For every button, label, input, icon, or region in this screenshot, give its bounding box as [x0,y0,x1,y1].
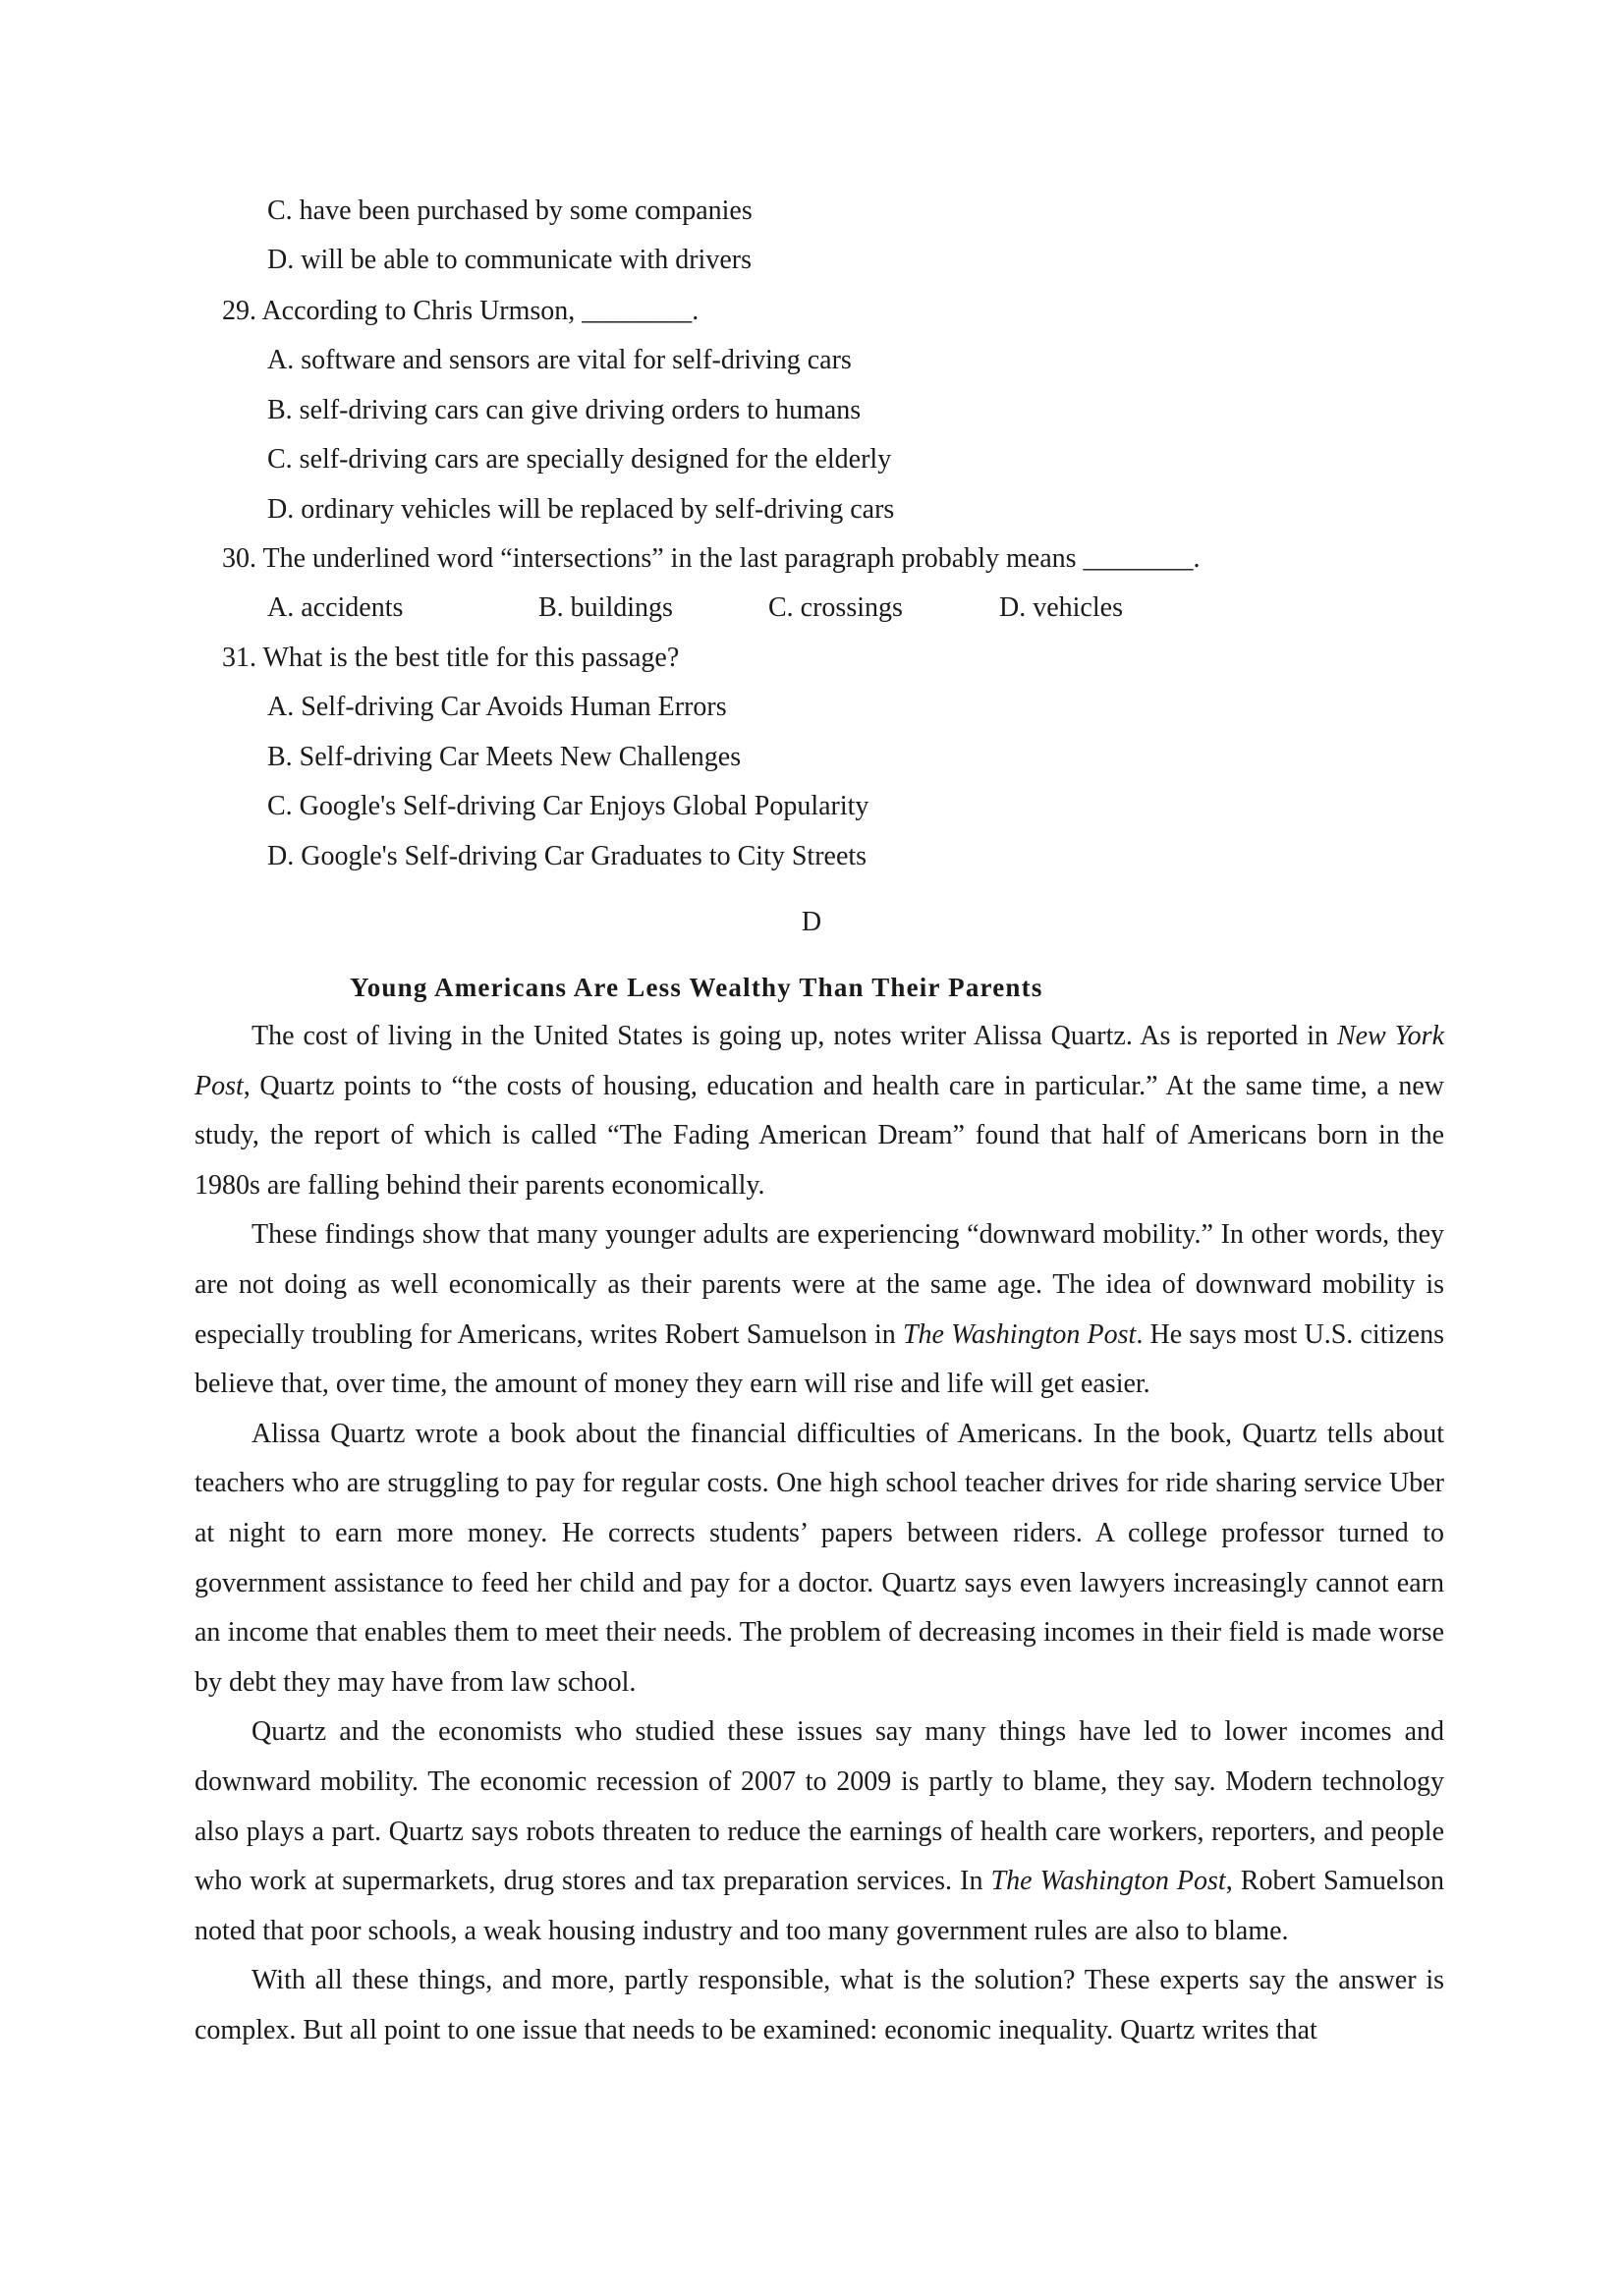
q31-option-c: C. Google's Self-driving Car Enjoys Global Popularity [267,791,869,821]
q30-stem: 30. The underlined word “intersections” in the last paragraph probably means ________. [222,543,1201,574]
q28-option-d: D. will be able to communicate with drivers [267,245,752,275]
q31-option-a: A. Self-driving Car Avoids Human Errors [267,692,727,722]
q29-stem: 29. According to Chris Urmson, ________. [222,296,700,326]
q29-option-c: C. self-driving cars are specially designed for the elderly [267,444,892,475]
q30-option-c: C. crossings [768,592,903,623]
section-letter: D [801,907,822,937]
newspaper-name: The Washington Post [990,1866,1226,1897]
q29-option-a: A. software and sensors are vital for self-driving cars [267,345,852,375]
newspaper-name: The Washington Post [902,1318,1137,1350]
q30-option-d: D. vehicles [999,592,1123,623]
q30-option-a: A. accidents [267,592,404,623]
q28-option-c: C. have been purchased by some companies [267,196,753,226]
paragraph-4: Quartz and the economists who studied these issues say many things have led to lower incomes and downward mobility. The economic recession of 2007 to 2009 is partly to blame, they say. Modern technology also plays a part. Quartz says robots threaten to reduce the earnings of health care workers, reporters, and people who work at supermarkets, drug stores and tax preparation services. In The Washington Post, Robert Samuelson noted that poor schools, a weak housing industry and too many government rules are also to blame. [195,1716,1444,1946]
paragraph-1: The cost of living in the United States is going up, notes writer Alissa Quartz. As is reported in New York Post, Quartz points to “the costs of housing, education and health care in particular.” At the same time, a new study, the report of which is called “The Fading American Dream” found that half of Americans born in the 1980s are falling behind their parents economically. [195,1021,1445,1201]
q29-option-d: D. ordinary vehicles will be replaced by self-driving cars [267,494,895,525]
q31-option-b: B. Self-driving Car Meets New Challenges [267,742,742,772]
newspaper-name: New York Post [195,1021,1445,1101]
q29-option-b: B. self-driving cars can give driving orders to humans [267,395,862,425]
paragraph-5: With all these things, and more, partly responsible, what is the solution? These experts say the answer is complex. But all point to one issue that needs to be examined: economic inequality. Quartz writes that [195,1965,1444,2045]
paragraph-3: Alissa Quartz wrote a book about the financial difficulties of Americans. In the book, Quartz tells about teachers who are struggling to pay for regular costs. One high school teacher drives for ride sharing service Uber at night to earn more money. He corrects students’ papers between riders. A college professor turned to government assistance to feed her child and pay for a doctor. Quartz says even lawyers increasingly cannot earn an income that enables them to meet their needs. The problem of decreasing incomes in their field is made worse by debt they may have from law school. [195,1418,1444,1698]
paragraph-2: These findings show that many younger adults are experiencing “downward mobility.” In other words, they are not doing as well economically as their parents were at the same age. The idea of downward mobility is especially troubling for Americans, writes Robert Samuelson in The Washington Post. He says most U.S. citizens believe that, over time, the amount of money they earn will rise and life will get easier. [195,1219,1444,1400]
q30-option-b: B. buildings [538,592,673,623]
q31-stem: 31. What is the best title for this passage? [222,643,680,673]
passage-body [195,1012,1444,2055]
q31-option-d: D. Google's Self-driving Car Graduates to City Streets [267,841,867,871]
passage-title: Young Americans Are Less Wealthy Than Their Parents [350,973,1043,1002]
